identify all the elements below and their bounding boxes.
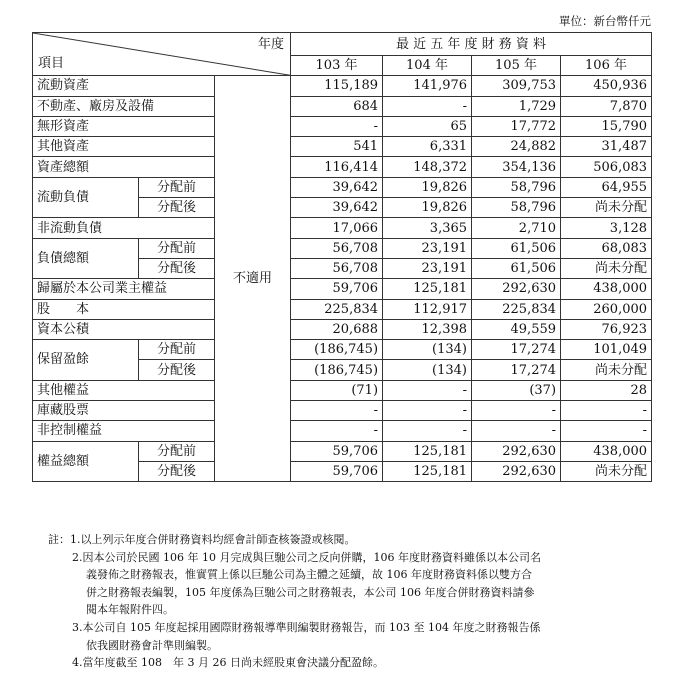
value-cell: 101,049	[561, 340, 652, 360]
value-cell: 15,790	[561, 116, 652, 136]
header-row-1	[33, 33, 652, 56]
value-cell: 260,000	[561, 299, 652, 319]
row-sublabel: 分配後	[139, 198, 215, 218]
note-1-text: 1.以上列示年度合併財務資料均經會計師查核簽證或核閱。	[70, 533, 356, 546]
value-cell: 65	[383, 116, 472, 136]
not-applicable-cell: 不適用	[215, 76, 291, 482]
table-row	[33, 96, 652, 116]
row-label: 無形資產	[33, 116, 215, 136]
table-row	[33, 177, 652, 197]
value-cell: 23,191	[383, 258, 472, 278]
value-cell: 1,729	[472, 96, 561, 116]
value-cell: 49,559	[472, 319, 561, 339]
value-cell: 58,796	[472, 177, 561, 197]
unit-label: 單位：新台幣仟元	[559, 14, 651, 28]
value-cell: 64,955	[561, 177, 652, 197]
value-cell: -	[383, 96, 472, 116]
value-cell: 125,181	[383, 461, 472, 481]
row-label: 保留盈餘	[33, 340, 139, 381]
value-cell: 3,128	[561, 218, 652, 238]
value-cell: 354,136	[472, 157, 561, 177]
value-cell: 61,506	[472, 238, 561, 258]
row-sublabel: 分配後	[139, 360, 215, 380]
value-cell: 59,706	[291, 441, 383, 461]
value-cell: 23,191	[383, 238, 472, 258]
note-3-line-1: 3.本公司自 105 年度起採用國際財務報導準則編製財務報告，而 103 至 104 年度之財務報告係	[72, 620, 541, 634]
row-label: 其他資產	[33, 137, 215, 157]
value-cell: 39,642	[291, 177, 383, 197]
value-cell: 309,753	[472, 76, 561, 96]
value-cell: 28	[561, 380, 652, 400]
value-cell: (186,745)	[291, 340, 383, 360]
table-row	[33, 116, 652, 136]
table-row	[33, 218, 652, 238]
value-cell: 17,274	[472, 340, 561, 360]
value-cell: 56,708	[291, 258, 383, 278]
value-cell: 12,398	[383, 319, 472, 339]
value-cell: -	[383, 401, 472, 421]
value-cell: 尚未分配	[561, 461, 652, 481]
diagonal-line	[33, 33, 290, 75]
value-cell: 68,083	[561, 238, 652, 258]
row-sublabel: 分配前	[139, 238, 215, 258]
value-cell: 225,834	[291, 299, 383, 319]
year-header-105: 105 年	[472, 56, 561, 76]
value-cell: 17,274	[472, 360, 561, 380]
value-cell: 56,708	[291, 238, 383, 258]
table-row	[33, 401, 652, 421]
corner-header-cell	[33, 33, 291, 76]
item-corner-label: 項目	[38, 56, 65, 72]
value-cell: 292,630	[472, 461, 561, 481]
value-cell: 59,706	[291, 461, 383, 481]
note-2-line-1: 2.因本公司於民國 106 年 10 月完成與巨馳公司之反向併購，106 年度財務資料雖係以本公司名	[72, 550, 541, 564]
row-label: 不動產、廠房及設備	[33, 96, 215, 116]
note-2	[48, 549, 658, 619]
note-prefix: 註：	[48, 533, 70, 546]
value-cell: 225,834	[472, 299, 561, 319]
note-4	[48, 654, 658, 672]
value-cell: (186,745)	[291, 360, 383, 380]
table-row	[33, 238, 652, 258]
value-cell: 506,083	[561, 157, 652, 177]
value-cell: 7,870	[561, 96, 652, 116]
value-cell: 76,923	[561, 319, 652, 339]
row-label: 歸屬於本公司業主權益	[33, 279, 215, 299]
value-cell: 148,372	[383, 157, 472, 177]
value-cell: 17,772	[472, 116, 561, 136]
note-2-line-4: 閱本年報附件四。	[86, 603, 174, 617]
row-label: 資產總額	[33, 157, 215, 177]
note-2-line-3: 併之財務報表編製，105 年度係為巨馳公司之財務報表，本公司 106 年度合併財務資料請參	[86, 585, 535, 599]
row-sublabel: 分配後	[139, 461, 215, 481]
value-cell: 61,506	[472, 258, 561, 278]
value-cell: -	[472, 401, 561, 421]
year-corner-label: 年度	[258, 37, 285, 52]
row-label: 資本公積	[33, 319, 215, 339]
value-cell: 17,066	[291, 218, 383, 238]
value-cell: 438,000	[561, 279, 652, 299]
year-header-106: 106 年	[561, 56, 652, 76]
table-row	[33, 157, 652, 177]
row-label: 其他權益	[33, 380, 215, 400]
value-cell: 684	[291, 96, 383, 116]
row-label: 流動負債	[33, 177, 139, 218]
value-cell: 39,642	[291, 198, 383, 218]
row-label: 負債總額	[33, 238, 139, 279]
table-row	[33, 137, 652, 157]
value-cell: 24,882	[472, 137, 561, 157]
value-cell: 3,365	[383, 218, 472, 238]
value-cell: -	[383, 380, 472, 400]
group-title: 最 近 五 年 度 財 務 資 料	[291, 33, 652, 56]
row-label: 非流動負債	[33, 218, 215, 238]
value-cell: -	[291, 401, 383, 421]
table-row	[33, 299, 652, 319]
value-cell: -	[561, 401, 652, 421]
footnotes	[48, 531, 658, 672]
value-cell: 141,976	[383, 76, 472, 96]
table-row	[33, 380, 652, 400]
value-cell: 尚未分配	[561, 360, 652, 380]
row-label: 股 本	[33, 299, 215, 319]
value-cell: 125,181	[383, 441, 472, 461]
value-cell: 112,917	[383, 299, 472, 319]
table-row	[33, 441, 652, 461]
table-row	[33, 76, 652, 96]
value-cell: 125,181	[383, 279, 472, 299]
row-label: 權益總額	[33, 441, 139, 482]
value-cell: -	[383, 421, 472, 441]
value-cell: 541	[291, 137, 383, 157]
row-sublabel: 分配後	[139, 258, 215, 278]
value-cell: (134)	[383, 340, 472, 360]
value-cell: (134)	[383, 360, 472, 380]
value-cell: 292,630	[472, 441, 561, 461]
value-cell: -	[472, 421, 561, 441]
row-label: 庫藏股票	[33, 401, 215, 421]
value-cell: 尚未分配	[561, 198, 652, 218]
value-cell: -	[561, 421, 652, 441]
value-cell: (37)	[472, 380, 561, 400]
note-3-line-2: 依我國財務會計準則編製。	[86, 638, 218, 652]
table-row	[33, 319, 652, 339]
value-cell: 115,189	[291, 76, 383, 96]
year-header-104: 104 年	[383, 56, 472, 76]
value-cell: 450,936	[561, 76, 652, 96]
row-label: 非控制權益	[33, 421, 215, 441]
value-cell: 6,331	[383, 137, 472, 157]
row-sublabel: 分配前	[139, 441, 215, 461]
value-cell: 2,710	[472, 218, 561, 238]
value-cell: -	[291, 421, 383, 441]
year-header-103: 103 年	[291, 56, 383, 76]
value-cell: 116,414	[291, 157, 383, 177]
row-sublabel: 分配前	[139, 340, 215, 360]
value-cell: 438,000	[561, 441, 652, 461]
value-cell: 58,796	[472, 198, 561, 218]
value-cell: 292,630	[472, 279, 561, 299]
table-row	[33, 340, 652, 360]
row-label: 流動資產	[33, 76, 215, 96]
financial-table	[32, 32, 652, 482]
value-cell: 19,826	[383, 177, 472, 197]
table-row	[33, 279, 652, 299]
value-cell: -	[291, 116, 383, 136]
value-cell: 31,487	[561, 137, 652, 157]
note-2-line-2: 義發佈之財務報表，惟實質上係以巨馳公司為主體之延續，故 106 年度財務資料係以雙方合	[86, 568, 532, 582]
row-sublabel: 分配前	[139, 177, 215, 197]
value-cell: 20,688	[291, 319, 383, 339]
note-1	[48, 531, 658, 549]
table-row	[33, 421, 652, 441]
note-3	[48, 619, 658, 654]
value-cell: (71)	[291, 380, 383, 400]
note-4-line-1: 4.當年度截至 108 年 3 月 26 日尚未經股東會決議分配盈餘。	[72, 656, 384, 670]
value-cell: 59,706	[291, 279, 383, 299]
value-cell: 19,826	[383, 198, 472, 218]
value-cell: 尚未分配	[561, 258, 652, 278]
